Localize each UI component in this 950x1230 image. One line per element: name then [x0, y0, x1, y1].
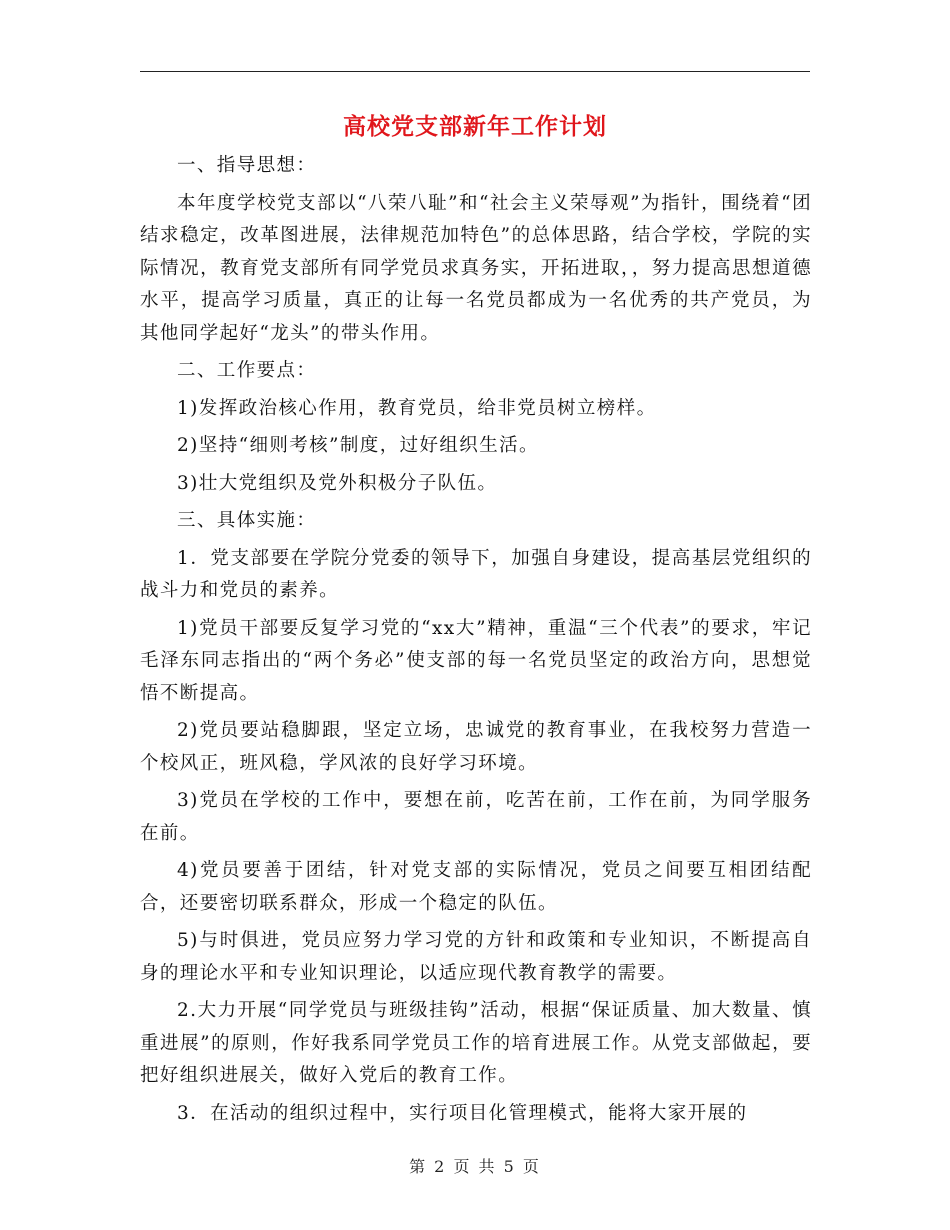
heading-guiding-ideology: 一、指导思想：	[177, 155, 317, 176]
list-item-point-3: 3)壮大党组织及党外积极分子队伍。	[177, 472, 498, 494]
heading-work-points: 二、工作要点：	[177, 360, 317, 381]
list-item-point-1: 1)发挥政治核心作用，教育党员，给非党员树立榜样。	[177, 397, 657, 419]
page-number-footer: 第 2 页 共 5 页	[409, 1157, 541, 1176]
document-body	[140, 150, 812, 1135]
heading-implementation: 三、具体实施：	[177, 510, 317, 531]
paragraph-implementation-3: 3．在活动的组织过程中，实行项目化管理模式，能将大家开展的	[177, 1102, 748, 1124]
list-item-sub-3: 3)党员在学校的工作中，要想在前，吃苦在前，工作在前，为同学服务在前。	[140, 790, 812, 844]
list-item-sub-2: 2)党员要站稳脚跟，坚定立场，忠诚党的教育事业，在我校努力营造一个校风正，班风稳，学风浓的良好学习环境。	[140, 720, 812, 774]
list-item-sub-1: 1)党员干部要反复学习党的“xx大”精神，重温“三个代表”的要求，牢记毛泽东同志指出的“两个务必”使支部的每一名党员坚定的政治方向，思想觉悟不断提高。	[140, 617, 812, 704]
paragraph-guiding-ideology: 本年度学校党支部以“八荣八耻”和“社会主义荣辱观”为指针，围绕着“团结求稳定，改革图进展，法律规范加特色”的总体思路，结合学校，学院的实际情况，教育党支部所有同学党员求真务实，开拓进取，，努力提高思想道德水平，提高学习质量，真正的让每一名党员都成为一名优秀的共产党员，为其他同学起好“龙头”的带头作用。	[140, 192, 812, 344]
list-item-sub-5: 5)与时俱进，党员应努力学习党的方针和政策和专业知识，不断提高自身的理论水平和专业知识理论，以适应现代教育教学的需要。	[140, 930, 812, 984]
header-rule	[140, 71, 810, 72]
list-item-point-2: 2)坚持“细则考核”制度，过好组织生活。	[177, 435, 539, 456]
paragraph-implementation-2: 2.大力开展“同学党员与班级挂钩”活动，根据“保证质量、加大数量、慎重进展”的原则，作好我系同学党员工作的培育进展工作。从党支部做起，要把好组织进展关，做好入党后的教育工作。	[140, 1000, 812, 1086]
paragraph-implementation-1: 1．党支部要在学院分党委的领导下，加强自身建设，提高基层党组织的战斗力和党员的素养。	[140, 547, 812, 601]
list-item-sub-4: 4)党员要善于团结，针对党支部的实际情况，党员之间要互相团结配合，还要密切联系群众，形成一个稳定的队伍。	[140, 860, 812, 914]
document-title: 高校党支部新年工作计划	[343, 114, 607, 140]
